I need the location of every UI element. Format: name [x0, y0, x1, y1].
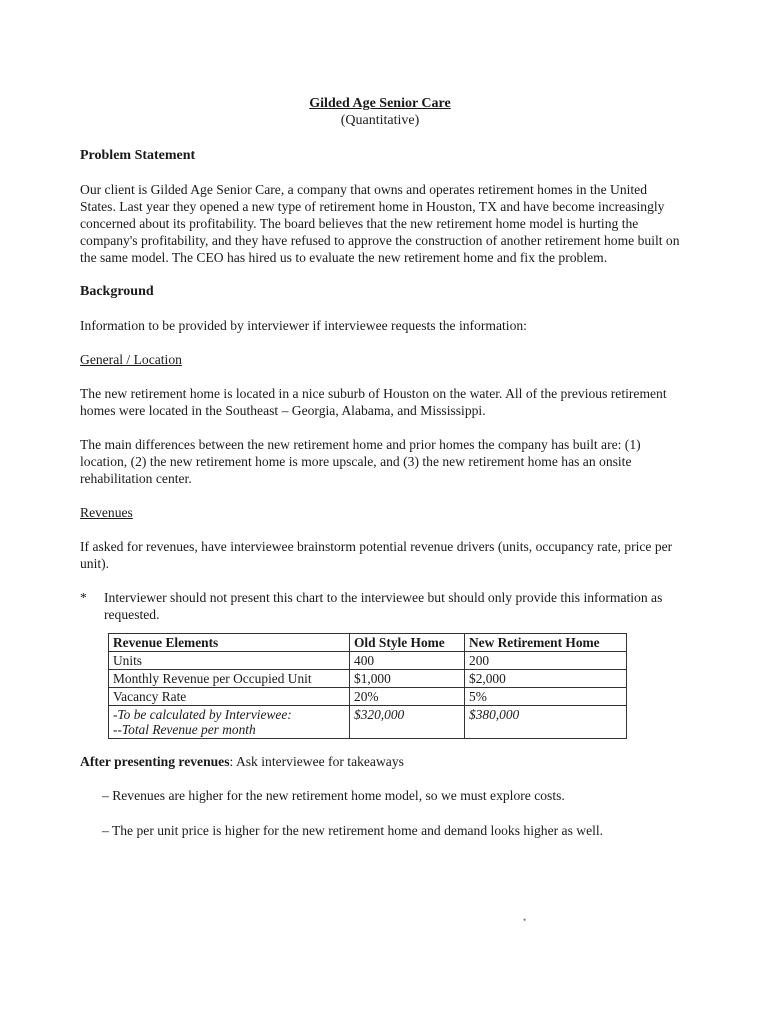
document-subtitle: (Quantitative)	[340, 113, 420, 128]
table-cell-calc-label	[109, 706, 350, 739]
table-cell: 200	[465, 652, 627, 670]
general-location-heading: General / Location	[80, 352, 182, 367]
table-cell: $1,000	[350, 670, 465, 688]
calc-label-line2: --Total Revenue per month	[113, 722, 256, 737]
table-cell: $320,000	[350, 706, 465, 739]
after-presenting-label: After presenting revenues	[80, 754, 230, 769]
calc-label-line1: -To be calculated by Interviewee:	[113, 707, 292, 722]
title-block	[80, 95, 680, 129]
revenue-table	[108, 633, 627, 739]
background-heading: Background	[80, 284, 154, 299]
table-row	[109, 670, 627, 688]
differences-paragraph: The main differences between the new retirement home and prior homes the company has built are: (1) location, (2) the new retirement home is more upscale, and (3) the new retirement home has an onsite rehabilitation center.	[80, 437, 641, 486]
table-cell: 5%	[465, 688, 627, 706]
table-cell: 20%	[350, 688, 465, 706]
table-row-calculated	[109, 706, 627, 739]
problem-heading: Problem Statement	[80, 148, 196, 163]
takeaway-item: – Revenues are higher for the new retirement home model, so we must explore costs.	[102, 788, 565, 803]
table-header: New Retirement Home	[465, 634, 627, 652]
table-header: Old Style Home	[350, 634, 465, 652]
scan-speck: •	[523, 915, 527, 925]
table-cell: Vacancy Rate	[109, 688, 350, 706]
table-row	[109, 688, 627, 706]
problem-paragraph: Our client is Gilded Age Senior Care, a company that owns and operates retirement homes in the United States. Last year they opened a new type of retirement home in Houston, TX and have become increasingly concerned about its profitability. The board believes that the new retirement home model is hurting the company's profitability, and they have refused to approve the construction of another retirement home built on the same model. The CEO has hired us to evaluate the new retirement home and fix the problem.	[80, 182, 680, 265]
table-row	[109, 652, 627, 670]
table-cell: 400	[350, 652, 465, 670]
revenues-heading: Revenues	[80, 505, 133, 520]
takeaway-item: – The per unit price is higher for the new retirement home and demand looks higher as well.	[102, 823, 604, 838]
table-cell: Units	[109, 652, 350, 670]
revenues-paragraph: If asked for revenues, have interviewee brainstorm potential revenue drivers (units, occupancy rate, price per unit).	[80, 539, 673, 571]
document-title: Gilded Age Senior Care	[309, 96, 451, 111]
table-header: Revenue Elements	[109, 634, 350, 652]
background-intro: Information to be provided by interviewer if interviewee requests the information:	[80, 318, 527, 333]
location-paragraph: The new retirement home is located in a nice suburb of Houston on the water. All of the previous retirement homes were located in the Southeast – Georgia, Alabama, and Mississippi.	[80, 386, 667, 418]
table-cell: $2,000	[465, 670, 627, 688]
table-header-row	[109, 634, 627, 652]
note-text: Interviewer should not present this chart to the interviewee but should only provide this information as requested.	[104, 590, 663, 622]
table-cell: Monthly Revenue per Occupied Unit	[109, 670, 350, 688]
document-page	[80, 95, 680, 857]
after-presenting-text: : Ask interviewee for takeaways	[229, 754, 404, 769]
note-marker: *	[80, 590, 87, 605]
table-cell: $380,000	[465, 706, 627, 739]
interviewer-note	[80, 589, 680, 623]
after-presenting-line	[80, 753, 680, 770]
